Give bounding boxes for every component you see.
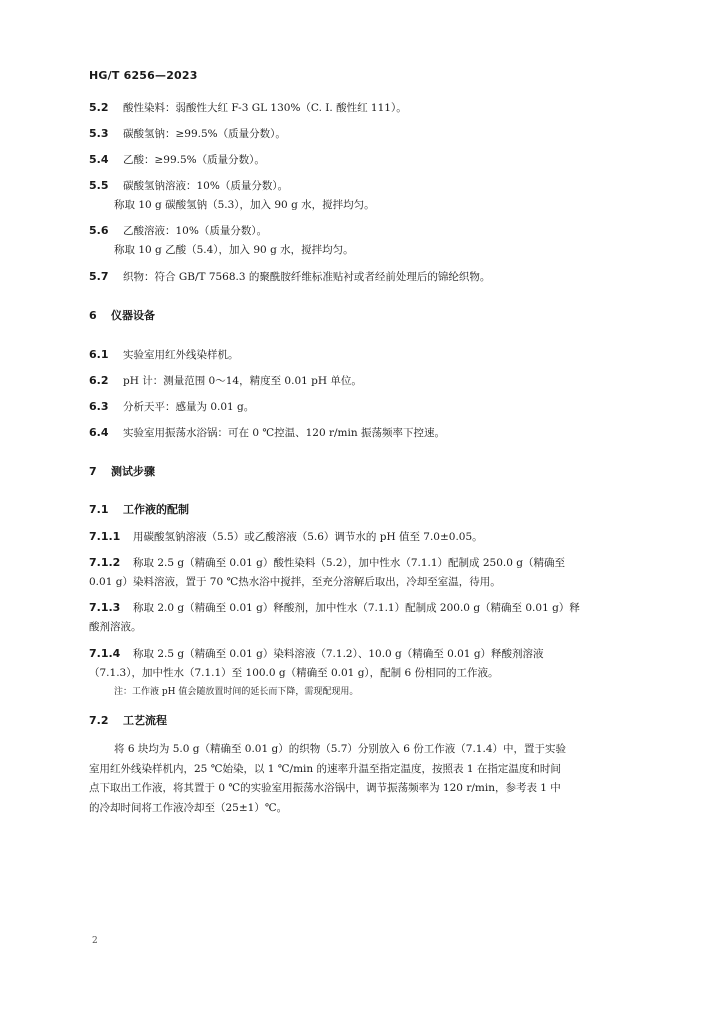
clause-text: 称取 2.5 g（精确至 0.01 g）酸性染料（5.2），加中性水（7.1.1）配制成 250.0 g（精确至: [133, 557, 565, 569]
clause-text: 碳酸氢钠溶液：10%（质量分数）。: [123, 180, 289, 192]
clause-5-7: [89, 270, 490, 284]
clause-text: 实验室用红外线染样机。: [123, 349, 239, 361]
subsection-title: 工艺流程: [123, 714, 167, 727]
section-6-heading: [89, 309, 155, 323]
clause-7-1-3-continued: 酸剂溶液。: [89, 621, 142, 633]
note-text: 注：工作液 pH 值会随放置时间的延长而下降，需现配现用。: [114, 687, 359, 697]
clause-text: 碳酸氢钠：≥99.5%（质量分数）。: [123, 128, 286, 140]
clause-number: 7.1.3: [89, 601, 121, 614]
clause-number: 5.4: [89, 153, 109, 166]
clause-text: 乙酸溶液：10%（质量分数）。: [123, 225, 268, 237]
clause-number: 5.6: [89, 224, 109, 237]
clause-6-1: [89, 348, 239, 362]
clause-6-3: [89, 400, 254, 414]
subsection-7-1-heading: [89, 503, 189, 517]
clause-number: 6.4: [89, 426, 109, 439]
process-paragraph-line: 点下取出工作液，将其置于 0 ℃的实验室用振荡水浴锅中，调节振荡频率为 120 r/min，参考表 1 中: [89, 782, 561, 794]
clause-5-2: [89, 101, 407, 115]
clause-text: pH 计：测量范围 0～14，精度至 0.01 pH 单位。: [123, 375, 362, 387]
clause-5-6: [89, 224, 267, 238]
clause-number: 6.2: [89, 374, 109, 387]
clause-7-1-3: [89, 601, 580, 615]
clause-number: 6.1: [89, 348, 109, 361]
subsection-title: 工作液的配制: [123, 503, 189, 516]
clause-5-6-detail: 称取 10 g 乙酸（5.4），加入 90 g 水，搅拌均匀。: [114, 244, 354, 256]
clause-5-3: [89, 127, 286, 141]
clause-7-1-2: [89, 556, 565, 570]
clause-number: 7.1.4: [89, 647, 121, 660]
clause-text: 用碳酸氢钠溶液（5.5）或乙酸溶液（5.6）调节水的 pH 值至 7.0±0.05。: [133, 531, 483, 543]
clause-number: 6.3: [89, 400, 109, 413]
clause-number: 5.5: [89, 179, 109, 192]
section-title: 仪器设备: [111, 309, 155, 322]
page-number: 2: [92, 936, 98, 946]
clause-7-1-2-continued: 0.01 g）染料溶液，置于 70 ℃热水浴中搅拌，至充分溶解后取出，冷却至室温，待用。: [89, 576, 501, 588]
clause-text: 实验室用振荡水浴锅：可在 0 ℃控温、120 r/min 振荡频率下控速。: [123, 427, 445, 439]
document-code-header: HG/T 6256—2023: [89, 69, 198, 82]
clause-7-1-4-continued: （7.1.3），加中性水（7.1.1）至 100.0 g（精确至 0.01 g），配制 6 份相同的工作液。: [89, 667, 499, 679]
clause-5-5: [89, 179, 288, 193]
clause-5-4: [89, 153, 265, 167]
process-paragraph-line: 的冷却时间将工作液冷却至（25±1）℃。: [89, 802, 288, 814]
clause-text: 称取 2.5 g（精确至 0.01 g）染料溶液（7.1.2）、10.0 g（精确至 0.01 g）释酸剂溶液: [133, 648, 544, 660]
clause-6-2: [89, 374, 362, 388]
subsection-number: 7.1: [89, 503, 109, 516]
clause-7-1-1: [89, 530, 483, 544]
clause-number: 5.2: [89, 101, 109, 114]
section-title: 测试步骤: [111, 465, 155, 478]
clause-number: 5.7: [89, 270, 109, 283]
clause-number: 7.1.1: [89, 530, 121, 543]
process-paragraph-line: 室用红外线染样机内，25 ℃始染，以 1 ℃/min 的速率升温至指定温度，按照表 1 在指定温度和时间: [89, 763, 561, 775]
clause-number: 7.1.2: [89, 556, 121, 569]
subsection-number: 7.2: [89, 714, 109, 727]
clause-5-5-detail: 称取 10 g 碳酸氢钠（5.3），加入 90 g 水，搅拌均匀。: [114, 199, 375, 211]
clause-text: 织物：符合 GB/T 7568.3 的聚酰胺纤维标准贴衬或者经前处理后的锦纶织物。: [123, 271, 491, 283]
clause-number: 5.3: [89, 127, 109, 140]
clause-text: 酸性染料：弱酸性大红 F-3 GL 130%（C. I. 酸性红 111）。: [123, 102, 407, 114]
clause-7-1-4: [89, 647, 544, 661]
section-7-heading: [89, 465, 155, 479]
clause-6-4: [89, 426, 445, 440]
clause-text: 称取 2.0 g（精确至 0.01 g）释酸剂，加中性水（7.1.1）配制成 200.0 g（精确至 0.01 g）释: [133, 602, 580, 614]
process-paragraph-line: 将 6 块均为 5.0 g（精确至 0.01 g）的织物（5.7）分别放入 6 份工作液（7.1.4）中，置于实验: [114, 743, 566, 755]
section-number: 7: [89, 465, 97, 478]
clause-text: 乙酸：≥99.5%（质量分数）。: [123, 154, 265, 166]
clause-text: 分析天平：感量为 0.01 g。: [123, 401, 255, 413]
subsection-7-2-heading: [89, 714, 167, 728]
section-number: 6: [89, 309, 97, 322]
